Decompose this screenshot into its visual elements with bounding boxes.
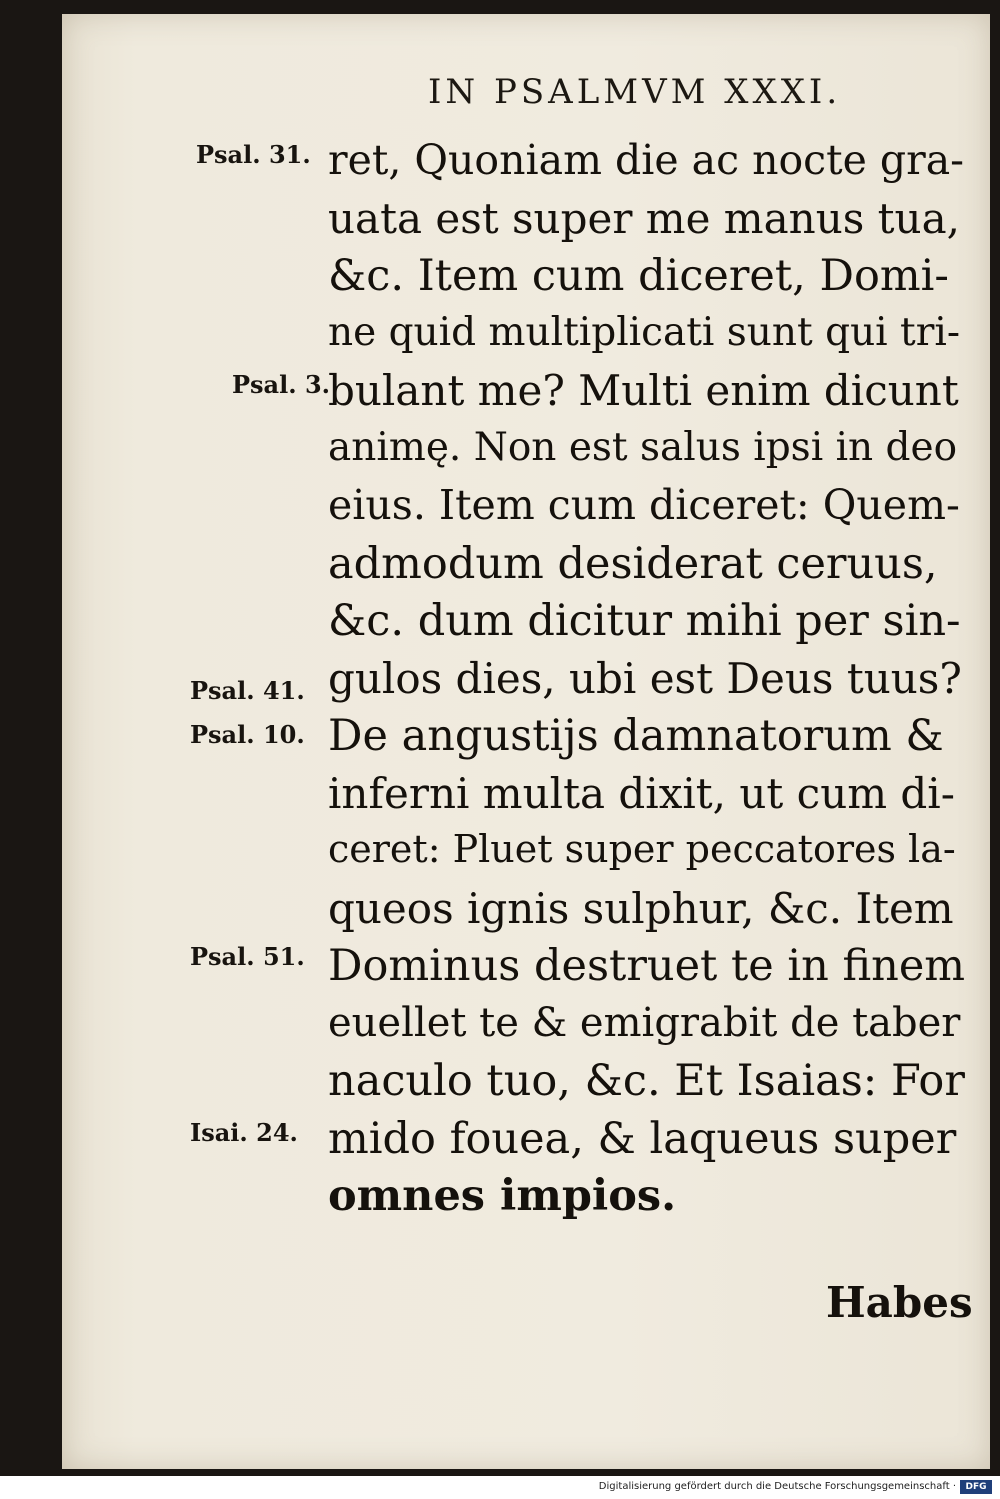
text-line: euellet te & emigrabit de taber <box>328 999 961 1046</box>
text-line: ceret: Pluet super peccatores la- <box>328 827 956 871</box>
margin-note: Psal. 51. <box>190 942 305 971</box>
margin-note: Psal. 3. <box>232 370 330 399</box>
footer-text: Digitalisierung gefördert durch die Deutsche Forschungsgemeinschaft · <box>598 1481 956 1492</box>
text-line: eius. Item cum diceret: Quem- <box>328 481 960 529</box>
text-line: inferni multa dixit, ut cum di- <box>328 768 955 818</box>
catchword: Habes <box>826 1278 973 1327</box>
text-line: ne quid multiplicati sunt qui tri- <box>328 309 961 355</box>
text-line: uata est super me manus tua, <box>328 193 960 243</box>
text-line: ret, Quoniam die ac nocte gra- <box>328 136 965 184</box>
dfg-logo: DFG <box>960 1480 992 1494</box>
margin-note: Psal. 10. <box>190 720 305 749</box>
text-line: queos ignis sulphur, &c. Item <box>328 883 954 933</box>
footer-bar <box>0 1476 1000 1499</box>
margin-note: Psal. 31. <box>196 140 311 169</box>
text-line: mido fouea, & laqueus super <box>328 1113 957 1164</box>
text-line: Dominus destruet te in finem <box>328 941 966 991</box>
text-line: animę. Non est salus ipsi in deo <box>328 424 958 470</box>
text-line: De angustijs damnatorum & <box>328 711 944 761</box>
margin-note: Isai. 24. <box>190 1118 298 1147</box>
text-line: omnes impios. <box>328 1171 677 1221</box>
text-line: naculo tuo, &c. Et Isaias: For <box>328 1056 965 1106</box>
margin-note: Psal. 41. <box>190 676 305 705</box>
text-line: gulos dies, ubi est Deus tuus? <box>328 653 962 703</box>
running-header: IN PSALMVM XXXI. <box>428 72 842 112</box>
text-line: &c. Item cum diceret, Domi- <box>328 251 949 301</box>
text-line: bulant me? Multi enim dicunt <box>328 366 959 415</box>
text-line: admodum desiderat ceruus, <box>328 538 938 589</box>
text-line: &c. dum dicitur mihi per sin- <box>328 596 961 646</box>
